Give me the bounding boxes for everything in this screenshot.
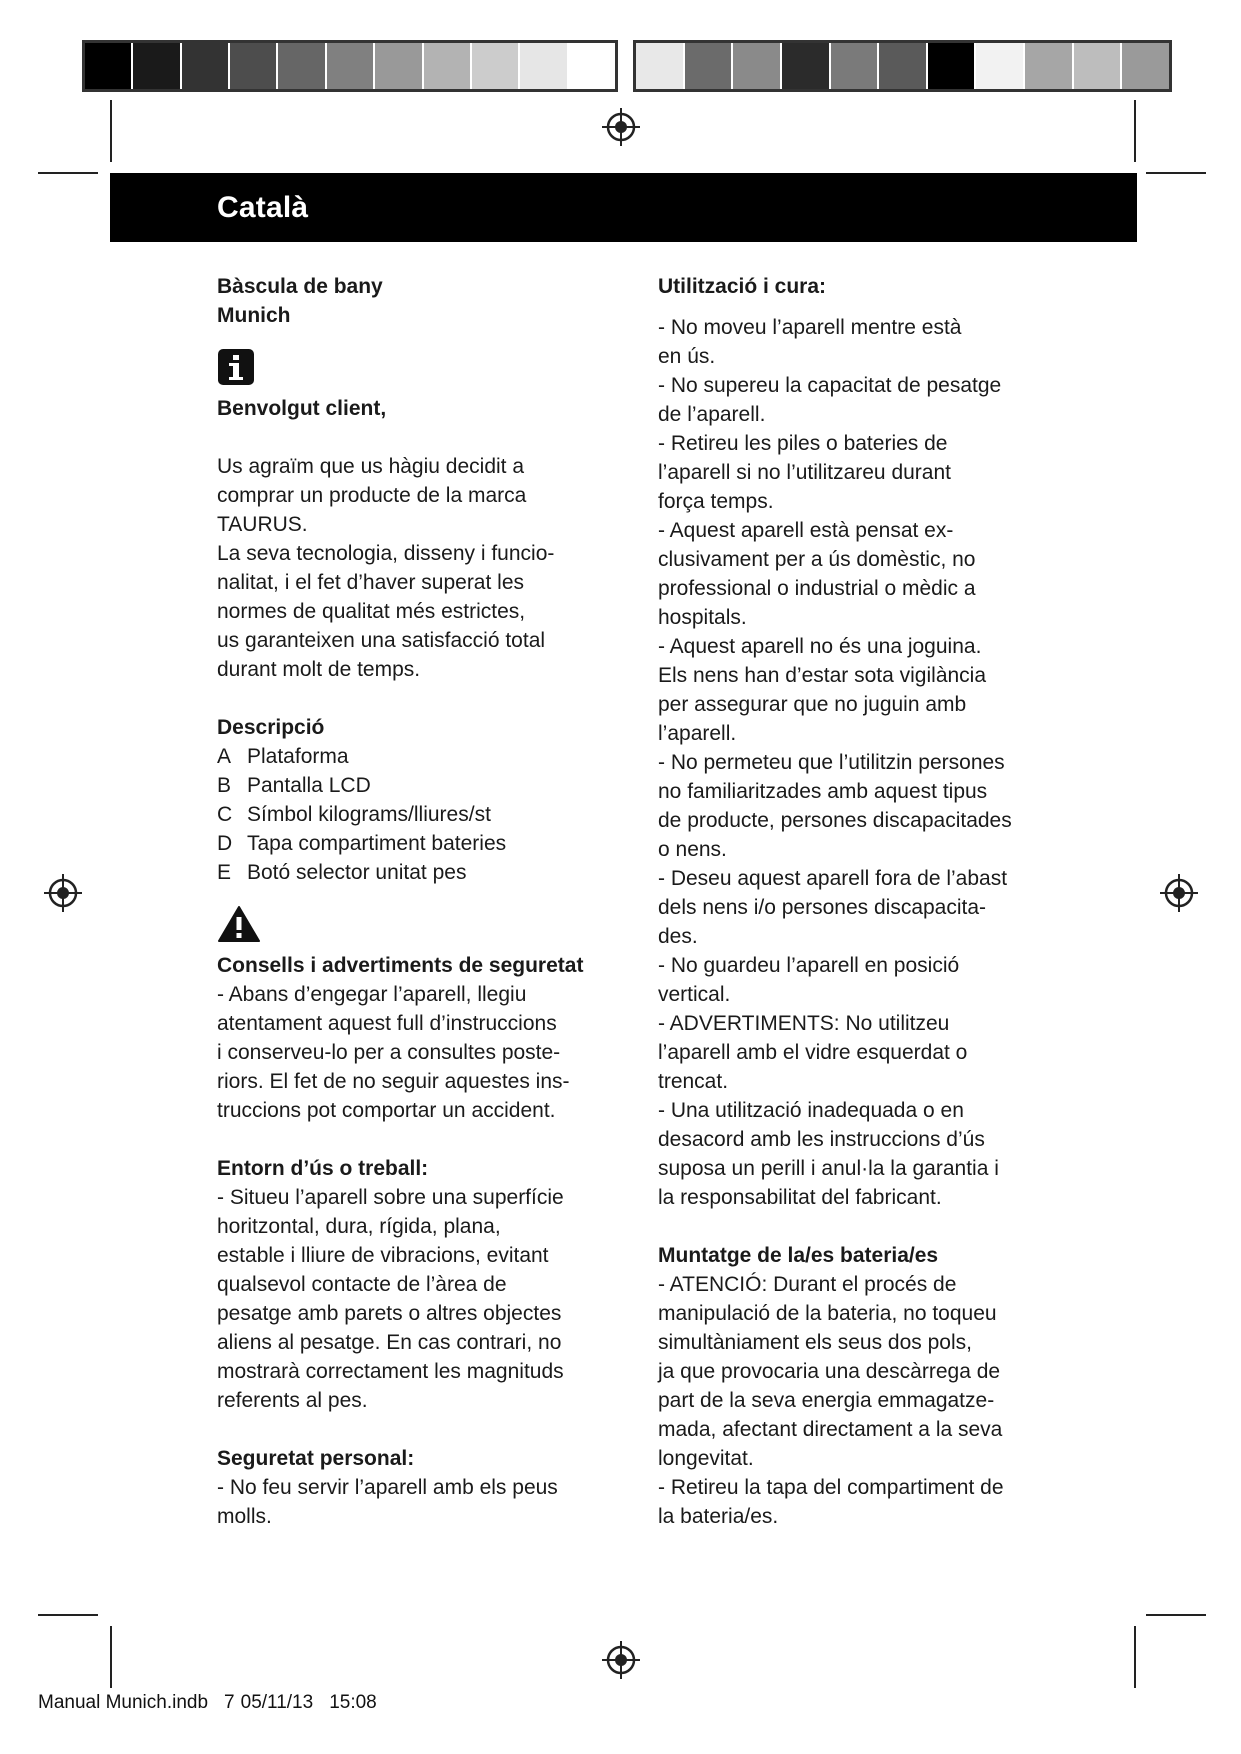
text-line: desacord amb les instruccions d’ús [658, 1128, 985, 1151]
description-item [217, 771, 637, 800]
text-line: o nens. [658, 838, 727, 861]
crop-mark [1146, 172, 1206, 174]
text-line: la responsabilitat del fabricant. [658, 1186, 942, 1209]
use-heading: Utilització i cura: [658, 275, 827, 298]
text-line: Els nens han d’estar sota vigilància [658, 664, 987, 687]
info-icon [217, 348, 255, 386]
color-swatch [472, 43, 520, 89]
warning-icon [217, 905, 261, 943]
crop-mark [110, 1626, 112, 1688]
text-line: ja que provocaria una descàrrega de [658, 1360, 1001, 1383]
registration-mark-icon [601, 1640, 641, 1680]
print-slug [38, 1692, 393, 1714]
crop-mark [1134, 100, 1136, 162]
description-item-label: Pantalla LCD [247, 774, 371, 797]
text-line: - No guardeu l’aparell en posició [658, 954, 960, 977]
color-bar-left [82, 40, 618, 92]
text-line: aliens al pesatge. En cas contrari, no [217, 1331, 562, 1354]
text-line: hospitals. [658, 606, 747, 629]
text-line: l’aparell si no l’utilitzareu durant [658, 461, 951, 484]
color-swatch [1074, 43, 1123, 89]
language-title: Català [217, 190, 309, 224]
color-swatch [375, 43, 423, 89]
personal-text [217, 1473, 637, 1531]
color-swatch [85, 43, 133, 89]
color-swatch [230, 43, 278, 89]
text-line: pesatge amb parets o altres objectes [217, 1302, 562, 1325]
description-item-key: C [217, 803, 233, 826]
color-swatch [327, 43, 375, 89]
safety-text [217, 980, 637, 1125]
crop-mark [110, 100, 112, 162]
text-line: - Abans d’engegar l’aparell, llegiu [217, 983, 527, 1006]
text-line: i conserveu-lo per a consultes poste- [217, 1041, 561, 1064]
description-item [217, 800, 637, 829]
text-line: mada, afectant directament a la seva [658, 1418, 1003, 1441]
text-line: - ADVERTIMENTS: No utilitzeu [658, 1012, 950, 1035]
text-line: - No supereu la capacitat de pesatge [658, 374, 1002, 397]
text-line: clusivament per a ús domèstic, no [658, 548, 976, 571]
text-line: de l’aparell. [658, 403, 766, 426]
slug-page: 7 [224, 1692, 235, 1713]
color-swatch [278, 43, 326, 89]
text-line: estable i lliure de vibracions, evitant [217, 1244, 549, 1267]
color-swatch [685, 43, 734, 89]
text-line: l’aparell. [658, 722, 737, 745]
text-line: des. [658, 925, 698, 948]
text-line: - Retireu les piles o bateries de [658, 432, 948, 455]
left-column [217, 272, 637, 1531]
text-line: molls. [217, 1505, 272, 1528]
safety-heading: Consells i advertiments de seguretat [217, 954, 584, 977]
text-line: suposa un perill i anul·la la garantia i [658, 1157, 999, 1180]
description-item-key: A [217, 745, 232, 768]
text-line: referents al pes. [217, 1389, 368, 1412]
description-item-key: E [217, 861, 232, 884]
description-item-label: Botó selector unitat pes [247, 861, 467, 884]
crop-mark [1146, 1614, 1206, 1616]
description-item [217, 858, 637, 887]
battery-text [658, 1270, 1078, 1531]
product-model: Munich [217, 304, 291, 327]
text-line: professional o industrial o mèdic a [658, 577, 976, 600]
text-line: força temps. [658, 490, 774, 513]
description-item [217, 742, 637, 771]
text-line: truccions pot comportar un accident. [217, 1099, 556, 1122]
color-swatch [1025, 43, 1074, 89]
slug-file: Manual Munich.indb [38, 1692, 209, 1713]
text-line: simultàniament els seus dos pols, [658, 1331, 972, 1354]
color-swatch [424, 43, 472, 89]
text-line: - Aquest aparell està pensat ex- [658, 519, 954, 542]
text-line: - No moveu l’aparell mentre està [658, 316, 962, 339]
registration-mark-icon [601, 107, 641, 147]
color-swatch [520, 43, 568, 89]
color-swatch [928, 43, 977, 89]
text-line: trencat. [658, 1070, 729, 1093]
color-swatch [569, 43, 615, 89]
color-swatch [1122, 43, 1169, 89]
description-list [217, 742, 637, 887]
color-swatch [733, 43, 782, 89]
battery-heading: Muntatge de la/es bateria/es [658, 1244, 939, 1267]
text-line: - Aquest aparell no és una joguina. [658, 635, 982, 658]
color-swatch [976, 43, 1025, 89]
text-line: - Una utilització inadequada o en [658, 1099, 964, 1122]
text-line: - Situeu l’aparell sobre una superfície [217, 1186, 564, 1209]
text-line: mostrarà correctament les magnituds [217, 1360, 564, 1383]
description-item-label: Símbol kilograms/lliures/st [247, 803, 491, 826]
text-line: part de la seva energia emmagatze- [658, 1389, 995, 1412]
color-swatch [782, 43, 831, 89]
description-item-label: Tapa compartiment bateries [247, 832, 507, 855]
description-item-label: Plataforma [247, 745, 349, 768]
description-item [217, 829, 637, 858]
text-line: - ATENCIÓ: Durant el procés de [658, 1273, 957, 1296]
personal-heading: Seguretat personal: [217, 1447, 415, 1470]
text-line: Us agraïm que us hàgiu decidit a [217, 455, 525, 478]
slug-time: 15:08 [329, 1692, 377, 1713]
registration-mark-icon [1159, 873, 1199, 913]
crop-mark [1134, 1626, 1136, 1688]
color-swatch [879, 43, 928, 89]
text-line: horitzontal, dura, rígida, plana, [217, 1215, 501, 1238]
crop-mark [38, 1614, 98, 1616]
text-line: riors. El fet de no seguir aquestes ins- [217, 1070, 570, 1093]
text-line: - No feu servir l’aparell amb els peus [217, 1476, 558, 1499]
color-bar-right [633, 40, 1172, 92]
right-column [658, 272, 1078, 1531]
text-line: longevitat. [658, 1447, 754, 1470]
text-line: atentament aquest full d’instruccions [217, 1012, 557, 1035]
text-line: qualsevol contacte de l’àrea de [217, 1273, 507, 1296]
text-line: per assegurar que no juguin amb [658, 693, 967, 716]
language-header [110, 173, 1137, 242]
text-line: de producte, persones discapacitades [658, 809, 1012, 832]
greeting: Benvolgut client, [217, 397, 387, 420]
text-line: - No permeteu que l’utilitzin persones [658, 751, 1005, 774]
text-line: no familiaritzades amb aquest tipus [658, 780, 988, 803]
text-line: dels nens i/o persones discapacita- [658, 896, 987, 919]
text-line: La seva tecnologia, disseny i funcio- [217, 542, 555, 565]
color-swatch [831, 43, 880, 89]
text-line: la bateria/es. [658, 1505, 779, 1528]
text-line: vertical. [658, 983, 731, 1006]
text-line: normes de qualitat més estrictes, [217, 600, 526, 623]
text-line: nalitat, i el fet d’haver superat les [217, 571, 525, 594]
text-line: en ús. [658, 345, 716, 368]
intro-text [217, 452, 637, 684]
text-line: manipulació de la bateria, no toqueu [658, 1302, 997, 1325]
description-item-key: D [217, 832, 233, 855]
text-line: durant molt de temps. [217, 658, 421, 681]
text-line: comprar un producte de la marca [217, 484, 527, 507]
text-line: - Deseu aquest aparell fora de l’abast [658, 867, 1008, 890]
use-text [658, 313, 1078, 1212]
color-swatch [636, 43, 685, 89]
text-line: - Retireu la tapa del compartiment de [658, 1476, 1004, 1499]
crop-mark [38, 172, 98, 174]
color-swatch [133, 43, 181, 89]
environment-heading: Entorn d’ús o treball: [217, 1157, 429, 1180]
environment-text [217, 1183, 637, 1415]
product-title: Bàscula de bany [217, 275, 383, 298]
text-line: TAURUS. [217, 513, 308, 536]
color-swatch [182, 43, 230, 89]
slug-date: 05/11/13 [240, 1692, 314, 1713]
description-item-key: B [217, 774, 232, 797]
text-line: l’aparell amb el vidre esquerdat o [658, 1041, 968, 1064]
registration-mark-icon [43, 873, 83, 913]
description-heading: Descripció [217, 716, 325, 739]
text-line: us garanteixen una satisfacció total [217, 629, 546, 652]
